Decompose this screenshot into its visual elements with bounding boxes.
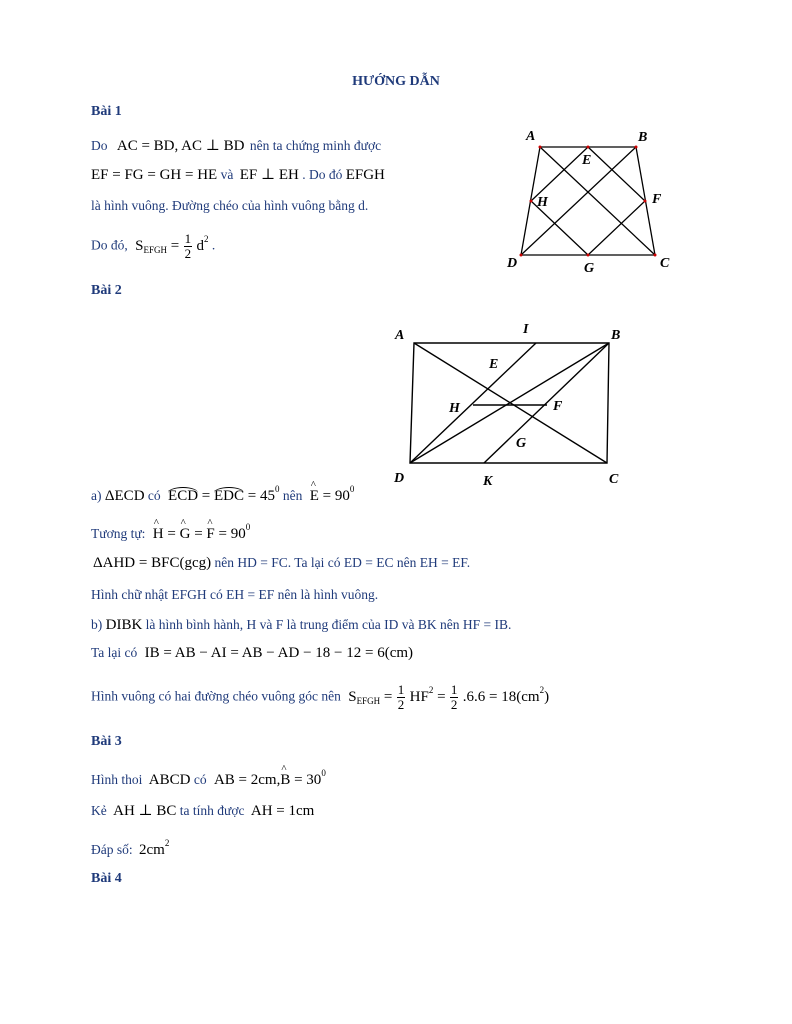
math: $S_{EFGH}$ = <box>135 237 180 255</box>
math: EFGH <box>345 167 385 183</box>
bai2-tuong-tu <box>91 522 250 543</box>
text: có <box>193 772 207 787</box>
math: $HF^2$ = <box>409 684 446 705</box>
math: EF ⊥ EH <box>239 167 299 183</box>
label-e: E <box>582 153 592 168</box>
text: nên ta chứng minh được <box>249 138 382 153</box>
text: . <box>211 237 216 253</box>
segment-bk <box>484 343 609 463</box>
bai3-line1 <box>91 768 326 789</box>
bai3-heading: Bài 3 <box>91 734 122 749</box>
label-c: C <box>660 256 670 271</box>
text: nên HD = FC. Ta lại có ED = EC nên EH = EF. <box>214 555 471 570</box>
label-a: A <box>395 328 405 343</box>
page-title: HƯỚNG DẪN <box>352 74 440 89</box>
label-e: E <box>489 357 499 372</box>
label-f: F <box>652 192 662 207</box>
label-a: A <box>526 129 536 144</box>
label-g: G <box>584 261 595 276</box>
bai3-answer <box>91 838 169 859</box>
text: là hình bình hành, H và F là trung điểm của ID và BK nên HF = IB. <box>145 617 512 632</box>
math: AB = 2cm,^ $B = 30^0$ <box>214 772 326 788</box>
label-f: F <box>553 399 563 414</box>
diagonal-ac <box>540 147 655 255</box>
label-d: D <box>394 471 405 486</box>
bai1-line2 <box>91 165 385 184</box>
bai1-line3: là hình vuông. Đường chéo của hình vuông bằng d. <box>91 198 369 213</box>
text: ta tính được <box>179 803 245 818</box>
label-k: K <box>483 474 493 489</box>
math: ^ $E = 90^0$ <box>310 488 355 504</box>
bai2-hcn-line: Hình chữ nhật EFGH có EH = EF nên là hình vuông. <box>91 587 379 602</box>
math: IB = AB − AI = AB − AD − 18 − 12 = 6(cm) <box>144 645 414 661</box>
math: $d^2$ <box>196 233 209 254</box>
text: Tương tự: <box>91 526 146 541</box>
math: EF = FG = GH = HE <box>91 167 218 183</box>
math: DIBK <box>105 617 143 633</box>
bai2-figure <box>390 315 630 495</box>
bai1-figure <box>495 120 685 285</box>
fraction: $\frac{1}{2}$ <box>184 231 192 261</box>
bai1-line4 <box>91 232 215 261</box>
text: Hình vuông có hai đường chéo vuông góc nên <box>91 688 341 704</box>
text: có <box>147 488 161 503</box>
math: $2cm^2$ <box>139 838 170 858</box>
math: ΔECD <box>104 488 145 504</box>
label-b: B <box>611 328 621 343</box>
bai1-line1 <box>91 136 381 155</box>
label-i: I <box>523 322 529 337</box>
text: a) <box>91 488 102 503</box>
label-g: G <box>516 436 527 451</box>
text: Đáp số: <box>91 842 133 857</box>
math: AH ⊥ BC <box>113 803 177 819</box>
math: AC = BD, AC ⊥ BD <box>116 138 245 154</box>
math: ECD = EDC = $45^0$ <box>168 484 280 504</box>
math: ABCD <box>148 772 191 788</box>
bai1-heading: Bài 1 <box>91 104 122 119</box>
text: Ta lại có <box>91 645 138 660</box>
math: $.6.6 = 18(cm^2)$ <box>462 684 550 705</box>
text: Do đó, <box>91 237 128 253</box>
math: ^ H = ^ G = ^ $F = 90^0$ <box>153 526 250 542</box>
fraction: $\frac{1}{2}$ <box>397 682 405 712</box>
bai2-heading: Bài 2 <box>91 283 122 298</box>
text: nên <box>282 488 303 503</box>
bai3-line2 <box>91 801 314 820</box>
text: Do <box>91 138 108 153</box>
bai4-heading: Bài 4 <box>91 871 122 886</box>
bai2-a-line <box>91 484 354 505</box>
label-d: D <box>507 256 518 271</box>
text: và <box>220 167 234 182</box>
bai2-ta-lai-co <box>91 645 413 662</box>
fraction: $\frac{1}{2}$ <box>450 682 458 712</box>
math: AH = 1cm <box>250 803 315 819</box>
label-h: H <box>537 195 548 210</box>
text: Hình thoi <box>91 772 143 787</box>
text: b) <box>91 617 103 632</box>
math: ΔAHD = BFC(gcg) <box>93 555 212 571</box>
bai2-b-line <box>91 617 511 634</box>
text: Kẻ <box>91 803 107 818</box>
label-h: H <box>449 401 460 416</box>
label-c: C <box>609 472 619 487</box>
math: $S_{EFGH}$ = <box>348 688 393 706</box>
label-b: B <box>638 130 648 145</box>
bai2-area-line <box>91 683 549 712</box>
bai2-congruent-line <box>93 555 470 572</box>
text: . Do đó <box>302 167 343 182</box>
